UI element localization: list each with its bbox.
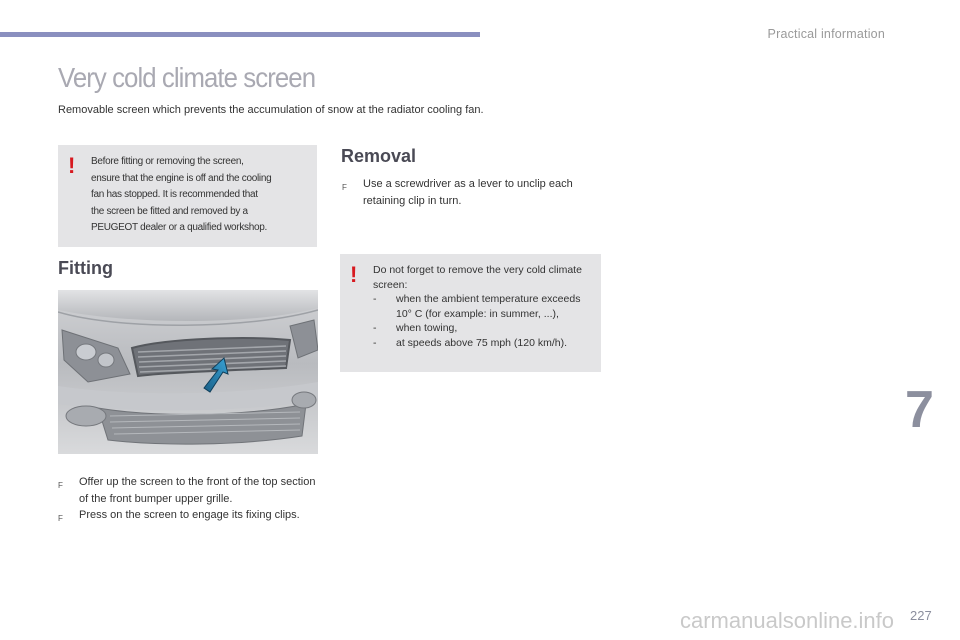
list-item [373,292,598,321]
step-text: Offer up the screen to the front of the top section of the front bumper upper grille. [79,476,316,505]
intro-text: Removable screen which prevents the accumulation of snow at the radiator cooling fan. [58,104,484,116]
dash-glyph: - [373,322,377,334]
page-title: Very cold climate screen [58,62,316,93]
chapter-number: 7 [905,381,934,439]
warning-text [373,263,598,350]
warning-line: the screen be fitted and removed by a [91,205,248,217]
warning-line: PEUGEOT dealer or a qualified workshop. [91,222,267,233]
watermark: carmanualsonline.info [680,608,895,633]
warning-box-fitting [58,145,317,247]
warning-item: at speeds above 75 mph (120 km/h). [396,336,568,349]
list-item [58,507,320,524]
bullet-icon: F [58,514,63,523]
removal-heading: Removal [341,146,417,166]
list-item [373,321,598,336]
warning-icon: ! [68,153,76,178]
warning-line: fan has stopped. It is recommended that [91,189,258,200]
header-accent-bar [0,32,480,37]
warning-text [91,154,313,237]
fitting-steps [58,474,320,524]
warning-box-removal [340,254,601,372]
section-title: Practical information [767,27,885,41]
page-number: 227 [910,608,932,623]
fitting-heading: Fitting [58,258,113,278]
car-front-grille-image [58,290,318,454]
removal-steps [342,176,602,209]
list-item [373,336,598,351]
warning-icon: ! [350,262,358,287]
warning-line: Before fitting or removing the screen, [91,156,244,167]
warning-intro: Do not forget to remove the very cold climate screen: [373,264,582,291]
step-text: Press on the screen to engage its fixing clips. [79,509,300,521]
list-item [342,176,602,209]
bullet-icon: F [58,481,63,490]
warning-item: when the ambient temperature exceeds 10° C (for example: in summer, ...), [396,293,581,320]
warning-line: ensure that the engine is off and the cooling [91,172,272,184]
step-text: Use a screwdriver as a lever to unclip each retaining clip in turn. [363,178,573,207]
bullet-icon: F [342,183,347,192]
dash-glyph: - [373,293,377,305]
list-item [58,474,320,507]
warning-item: when towing, [396,322,458,334]
dash-glyph: - [373,336,377,349]
